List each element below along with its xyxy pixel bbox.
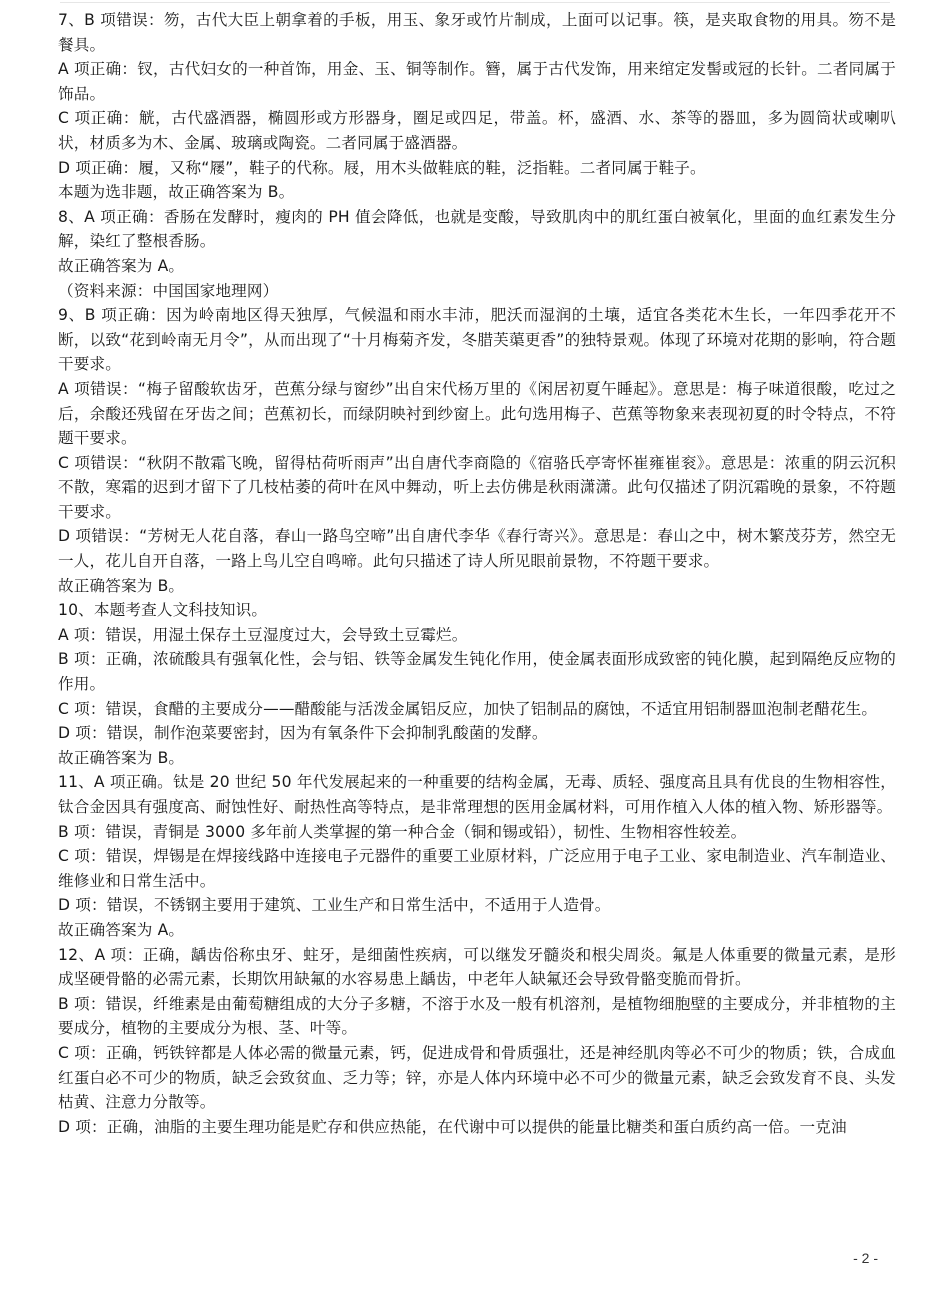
- q12-paragraph: 12、A 项：正确，龋齿俗称虫牙、蛀牙，是细菌性疾病，可以继发牙髓炎和根尖周炎。氟是人体重要的微量元素，是形成坚硬骨骼的必需元素，长期饮用缺氟的水容易患上龋齿，中老年人缺氟还会导致骨骼变脆而骨折。: [58, 945, 896, 989]
- q11-option-c: C 项：错误，焊锡是在焊接线路中连接电子元器件的重要工业原材料，广泛应用于电子工业、家电制造业、汽车制造业、维修业和日常生活中。: [58, 847, 896, 890]
- q10-option-a: A 项：错误，用湿土保存土豆湿度过大，会导致土豆霉烂。: [58, 625, 468, 644]
- q8-source: （资料来源：中国国家地理网）: [58, 281, 279, 300]
- q10-option-d: D 项：错误，制作泡菜要密封，因为有氧条件下会抑制乳酸菌的发酵。: [58, 724, 548, 743]
- q11-answer: 故正确答案为 A。: [58, 920, 185, 939]
- top-divider: [60, 2, 890, 3]
- q8-paragraph: 8、A 项正确：香肠在发酵时，瘦肉的 PH 值会降低，也就是变酸，导致肌肉中的肌红蛋白被氧化，里面的血红素发生分解，染红了整根香肠。: [58, 207, 896, 251]
- q7-answer: 本题为选非题，故正确答案为 B。: [58, 183, 295, 202]
- q9-option-d: D 项错误：“芳树无人花自落，春山一路鸟空啼”出自唐代李华《春行寄兴》。意思是：春山之中，树木繁茂芬芳，然空无一人，花儿自开自落，一路上鸟儿空自鸣啼。此句只描述了诗人所见眼前景物，不符题干要求。: [58, 527, 896, 571]
- q10-answer: 故正确答案为 B。: [58, 748, 185, 767]
- q7-paragraph: 7、B 项错误：笏，古代大臣上朝拿着的手板，用玉、象牙或竹片制成，上面可以记事。筷，是夹取食物的用具。笏不是餐具。: [58, 11, 896, 54]
- q7-option-a: A 项正确：钗，古代妇女的一种首饰，用金、玉、铜等制作。簪，属于古代发饰，用来绾定发髻或冠的长针。二者同属于饰品。: [58, 60, 896, 103]
- page-number: - 2 -: [853, 1250, 878, 1266]
- q12-option-d: D 项：正确，油脂的主要生理功能是贮存和供应热能，在代谢中可以提供的能量比糖类和蛋白质约高一倍。一克油: [58, 1117, 847, 1136]
- q12-option-b: B 项：错误，纤维素是由葡萄糖组成的大分子多糖，不溶于水及一般有机溶剂，是植物细胞壁的主要成分，并非植物的主要成分，植物的主要成分为根、茎、叶等。: [58, 994, 896, 1038]
- q9-answer: 故正确答案为 B。: [58, 576, 185, 595]
- answer-explanations: [58, 8, 896, 1139]
- q10-paragraph: 10、本题考查人文科技知识。: [58, 601, 268, 620]
- q10-option-b: B 项：正确，浓硫酸具有强氧化性，会与铝、铁等金属发生钝化作用，使金属表面形成致密的钝化膜，起到隔绝反应物的作用。: [58, 650, 896, 694]
- q9-option-c: C 项错误：“秋阴不散霜飞晚，留得枯荷听雨声”出自唐代李商隐的《宿骆氏亭寄怀崔雍崔衮》。意思是：浓重的阴云沉积不散，寒霜的迟到才留下了几枝枯萎的荷叶在风中舞动，听上去仿佛是秋雨潇潇。此句仅描述了阴沉霜晚的景象，不符题干要求。: [58, 453, 896, 521]
- q10-option-c: C 项：错误，食醋的主要成分——醋酸能与活泼金属铝反应，加快了铝制品的腐蚀，不适宜用铝制器皿泡制老醋花生。: [58, 699, 878, 718]
- q11-option-b: B 项：错误，青铜是 3000 多年前人类掌握的第一种合金（铜和锡或铅），韧性、生物相容性较差。: [58, 822, 747, 841]
- q11-paragraph: 11、A 项正确。钛是 20 世纪 50 年代发展起来的一种重要的结构金属，无毒、质轻、强度高且具有优良的生物相容性，钛合金因具有强度高、耐蚀性好、耐热性高等特点，是非常理想的医用金属材料，可用作植入人体的植入物、矫形器等。: [58, 773, 896, 816]
- q9-paragraph: 9、B 项正确：因为岭南地区得天独厚，气候温和雨水丰沛，肥沃而湿润的土壤，适宜各类花木生长，一年四季花开不断，以致“花到岭南无月令”，从而出现了“十月梅菊齐发，冬腊芙蕖更香”的独特景观。体现了环境对花期的影响，符合题干要求。: [58, 306, 896, 374]
- q7-option-d: D 项正确：履，又称“屦”，鞋子的代称。屐，用木头做鞋底的鞋，泛指鞋。二者同属于鞋子。: [58, 158, 706, 177]
- q9-option-a: A 项错误：“梅子留酸软齿牙，芭蕉分绿与窗纱”出自宋代杨万里的《闲居初夏午睡起》。意思是：梅子味道很酸，吃过之后，余酸还残留在牙齿之间；芭蕉初长，而绿阴映衬到纱窗上。此句选用梅子、芭蕉等物象来表现初夏的时令特点，不符题干要求。: [58, 379, 896, 448]
- q12-option-c: C 项：正确，钙铁锌都是人体必需的微量元素，钙，促进成骨和骨质强壮，还是神经肌肉等必不可少的物质；铁，合成血红蛋白必不可少的物质，缺乏会致贫血、乏力等；锌，亦是人体内环境中必不可少的微量元素，缺乏会致发育不良、头发枯黄、注意力分散等。: [58, 1043, 896, 1112]
- q11-option-d: D 项：错误，不锈钢主要用于建筑、工业生产和日常生活中，不适用于人造骨。: [58, 896, 611, 915]
- q8-answer: 故正确答案为 A。: [58, 256, 185, 275]
- q7-option-c: C 项正确：觥，古代盛酒器，椭圆形或方形器身，圈足或四足，带盖。杯，盛酒、水、茶等的器皿，多为圆筒状或喇叭状，材质多为木、金属、玻璃或陶瓷。二者同属于盛酒器。: [58, 109, 896, 152]
